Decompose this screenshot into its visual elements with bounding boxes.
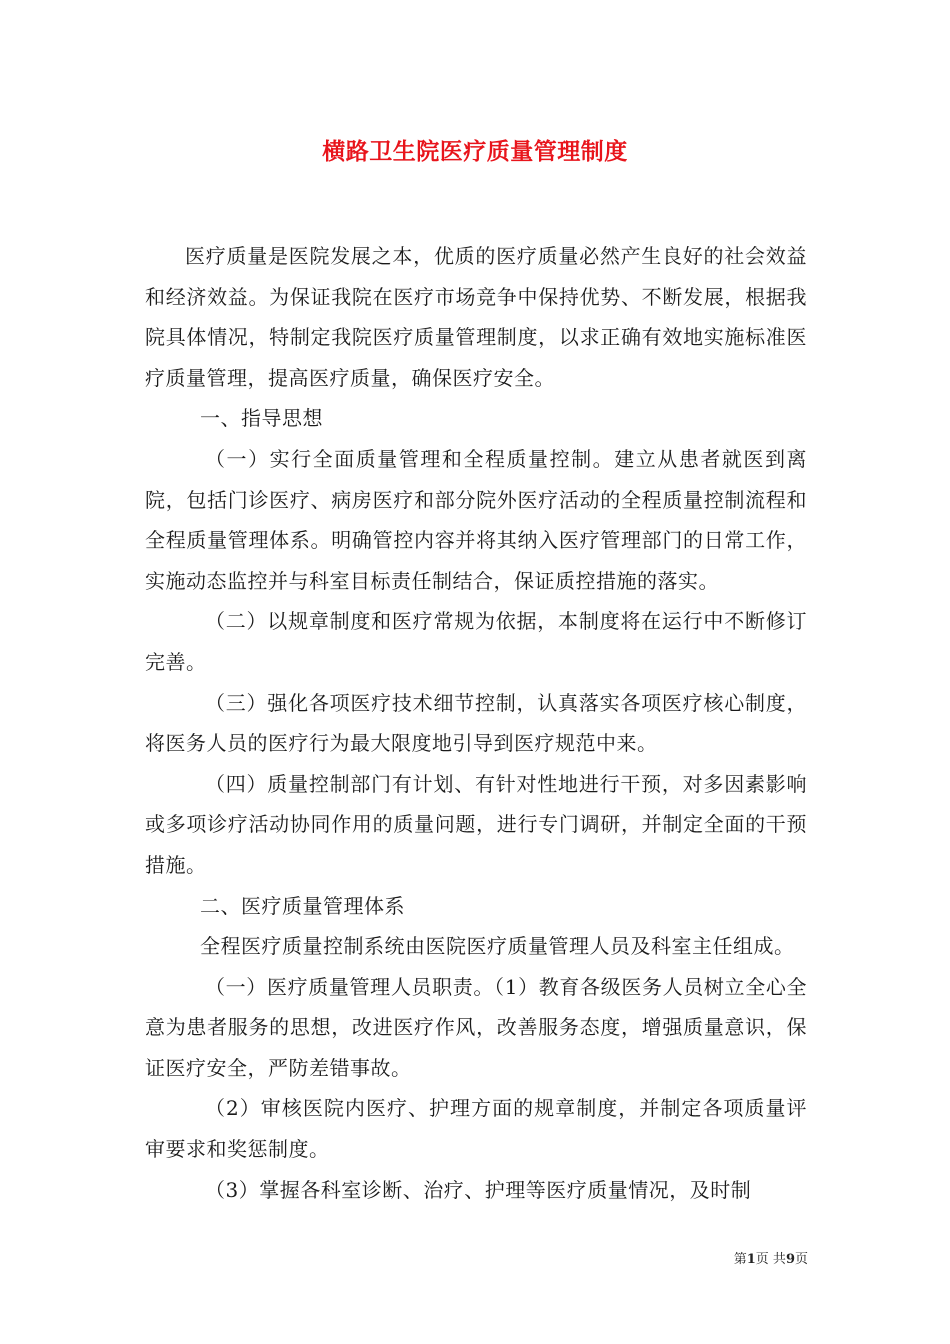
section-heading-management-system: 二、医疗质量管理体系 — [200, 893, 405, 918]
footer-middle: 页 共 — [755, 1252, 786, 1267]
paragraph-item-3: （三）强化各项医疗技术细节控制，认真落实各项医疗核心制度，将医务人员的医疗行为最大限度地引导到医疗规范中来。 — [145, 690, 807, 756]
footer-suffix: 页 — [794, 1252, 808, 1267]
paragraph-system-composition: 全程医疗质量控制系统由医院医疗质量管理人员及科室主任组成。 — [200, 934, 795, 959]
section-heading-guiding-ideology: 一、指导思想 — [200, 406, 323, 431]
paragraph-item-2: （二）以规章制度和医疗常规为依据，本制度将在运行中不断修订完善。 — [145, 609, 807, 674]
document-body — [145, 236, 807, 1210]
intro-paragraph: 医疗质量是医院发展之本，优质的医疗质量必然产生良好的社会效益和经济效益。为保证我院在医疗市场竞争中保持优势、不断发展，根据我院具体情况，特制定我院医疗质量管理制度，以求正确有效地实施标准医疗质量管理，提高医疗质量，确保医疗安全。 — [145, 244, 807, 390]
footer-prefix: 第 — [733, 1252, 747, 1267]
paragraph-duty-3: （3）掌握各科室诊断、治疗、护理等医疗质量情况，及时制 — [205, 1177, 752, 1202]
document-title: 横路卫生院医疗质量管理制度 — [322, 138, 628, 165]
paragraph-item-1: （一）实行全面质量管理和全程质量控制。建立从患者就医到离院，包括门诊医疗、病房医疗和部分院外医疗活动的全程质量控制流程和全程质量管理体系。明确管控内容并将其纳入医疗管理部门的日常工作，实施动态监控并与科室目标责任制结合，保证质控措施的落实。 — [145, 446, 807, 593]
page-footer — [700, 1248, 808, 1267]
footer-page-number: 1 — [746, 1252, 756, 1267]
footer-total-pages: 9 — [785, 1252, 795, 1267]
paragraph-item-4: （四）质量控制部门有计划、有针对性地进行干预，对多因素影响或多项诊疗活动协同作用的质量问题，进行专门调研，并制定全面的干预措施。 — [145, 771, 807, 877]
paragraph-manager-duties: （一）医疗质量管理人员职责。（1）教育各级医务人员树立全心全意为患者服务的思想，改进医疗作风，改善服务态度，增强质量意识，保证医疗安全，严防差错事故。 — [145, 974, 807, 1080]
paragraph-duty-2: （2）审核医院内医疗、护理方面的规章制度，并制定各项质量评审要求和奖惩制度。 — [145, 1096, 807, 1162]
